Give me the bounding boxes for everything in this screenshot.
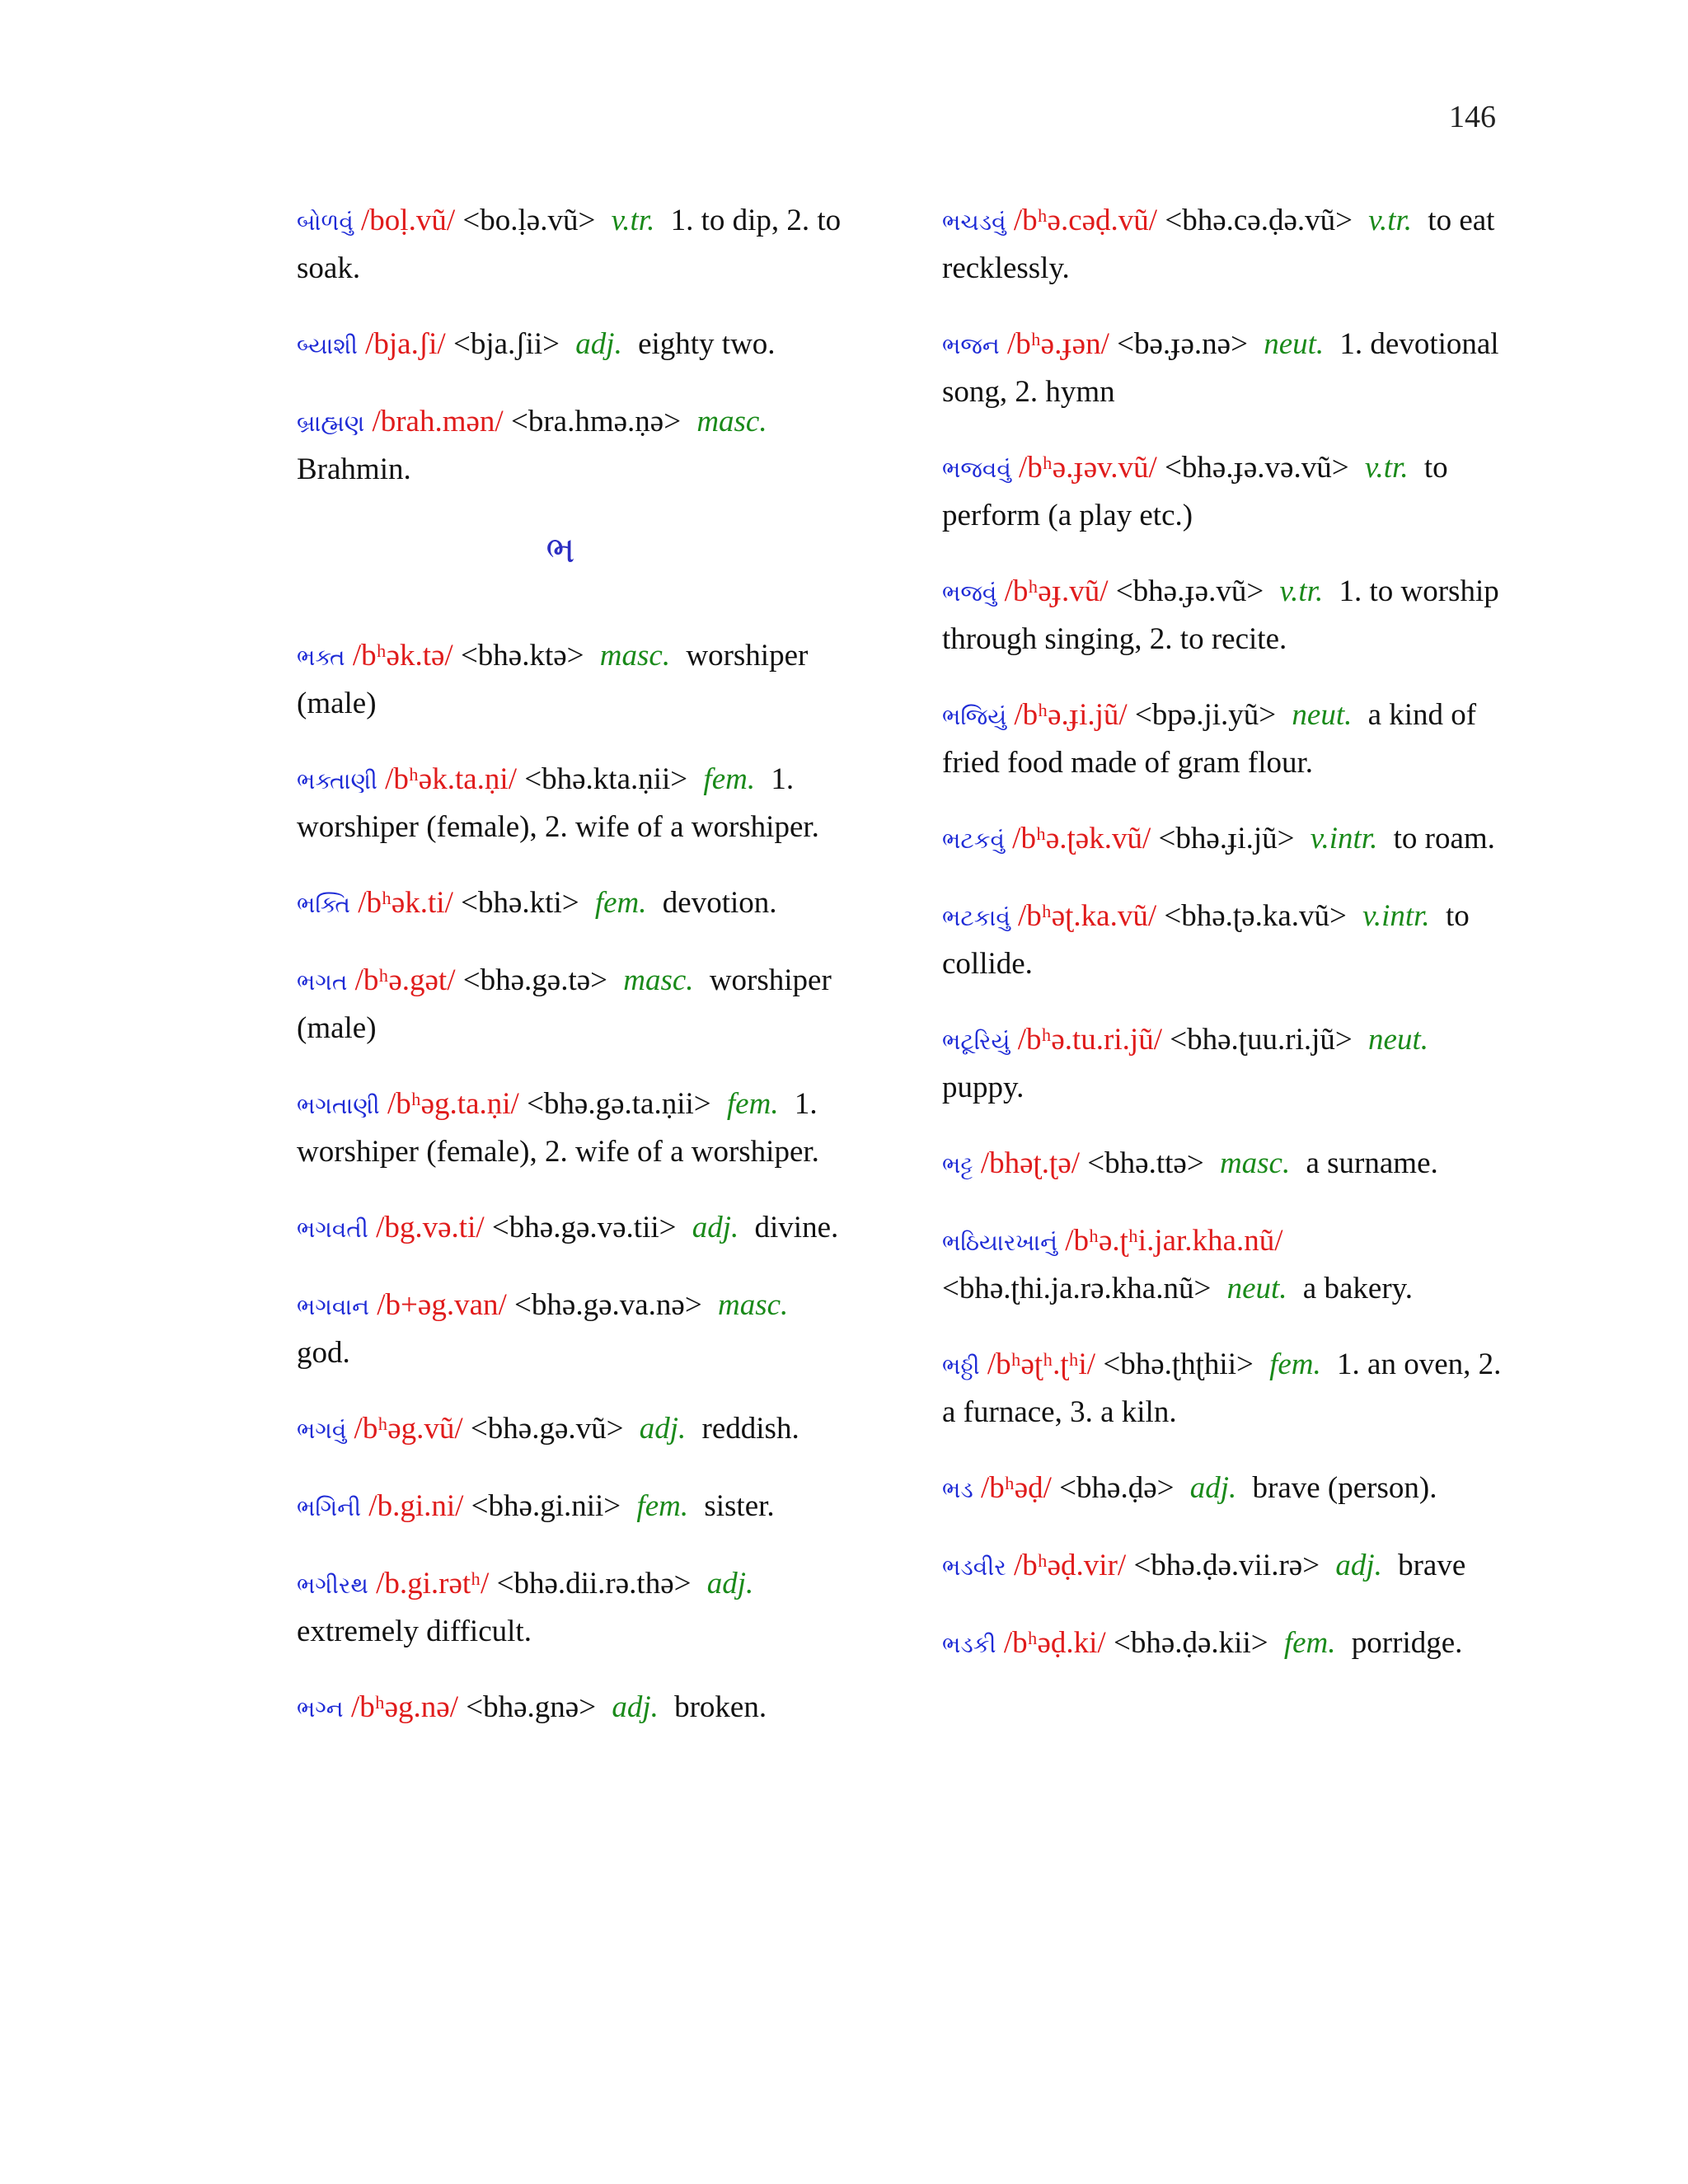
headword-transliteration: <bhə.ḍə.kii> — [1113, 1626, 1268, 1660]
definition: extremely difficult. — [297, 1615, 532, 1648]
headword-gujarati: ભગતાણી — [297, 1092, 380, 1119]
headword-transliteration: <bhə.gə.və.tii> — [491, 1211, 677, 1244]
headword-gujarati: ભટૂરિયું — [942, 1028, 1010, 1055]
dictionary-entry — [297, 1081, 857, 1175]
headword-gujarati: ભચડવું — [942, 209, 1006, 236]
definition: brave (person). — [1252, 1471, 1437, 1505]
headword-ipa: /bja.ʃi/ — [365, 327, 446, 361]
part-of-speech: v.tr. — [611, 204, 655, 237]
definition: to eat recklessly. — [942, 204, 1495, 285]
part-of-speech: v.tr. — [1279, 574, 1324, 608]
section-header: ભ — [546, 529, 575, 571]
headword-transliteration: <bhə.ttə> — [1087, 1146, 1204, 1180]
dictionary-entry — [942, 1017, 1503, 1111]
headword-transliteration: <bhə.gi.nii> — [471, 1489, 621, 1523]
headword-gujarati: ભગીરથ — [297, 1572, 368, 1599]
dictionary-entry — [297, 1205, 857, 1253]
headword-transliteration: <bhə.ktə> — [460, 639, 584, 673]
headword-ipa: /bʰə.ɟi.jũ/ — [1014, 698, 1128, 732]
headword-transliteration: <bhə.gə.vũ> — [470, 1412, 624, 1446]
headword-transliteration: <bhə.ʈuu.ri.jũ> — [1170, 1023, 1353, 1057]
dictionary-entry — [297, 1685, 857, 1732]
headword-ipa: /bʰə.ɟəv.vũ/ — [1019, 451, 1157, 485]
headword-ipa: /bʰə.tu.ri.jũ/ — [1017, 1023, 1162, 1057]
headword-gujarati: ભગવાન — [297, 1293, 370, 1320]
definition: worshiper (male) — [297, 963, 832, 1045]
part-of-speech: adj. — [639, 1412, 687, 1446]
headword-transliteration: <bo.ḷə.vũ> — [462, 204, 596, 237]
part-of-speech: neut. — [1264, 327, 1325, 361]
headword-ipa: /b+əg.van/ — [377, 1288, 507, 1322]
part-of-speech: v.tr. — [1364, 451, 1409, 485]
definition: a kind of fried food made of gram flour. — [942, 698, 1477, 780]
left-entries-before-header — [297, 198, 857, 493]
definition: to collide. — [942, 899, 1470, 981]
dictionary-entry — [942, 445, 1503, 539]
dictionary-entry — [297, 633, 857, 727]
definition: porridge. — [1351, 1626, 1463, 1660]
part-of-speech: fem. — [594, 886, 647, 920]
definition: eighty two. — [638, 327, 776, 361]
headword-ipa: /brah.mən/ — [372, 405, 504, 438]
headword-ipa: /bʰə.gət/ — [354, 963, 456, 997]
headword-ipa: /bʰə.ʈʰi.jar.kha.nũ/ — [1065, 1224, 1283, 1258]
part-of-speech: fem. — [703, 762, 756, 796]
headword-gujarati: ભઠ્ઠી — [942, 1352, 980, 1380]
dictionary-entry — [942, 1543, 1503, 1591]
dictionary-entry — [942, 1465, 1503, 1513]
left-column — [297, 198, 857, 1762]
headword-ipa: /bʰək.ti/ — [358, 886, 453, 920]
part-of-speech: adj. — [1189, 1471, 1237, 1505]
part-of-speech: masc. — [623, 963, 694, 997]
definition: 1. devotional song, 2. hymn — [942, 327, 1499, 409]
definition: Brahmin. — [297, 452, 411, 486]
headword-gujarati: ભડવીર — [942, 1554, 1006, 1581]
dictionary-entry — [942, 893, 1503, 987]
definition: a bakery. — [1302, 1272, 1413, 1305]
headword-transliteration: <bra.hmə.ṇə> — [510, 405, 682, 438]
headword-ipa: /bhəʈ.ʈə/ — [980, 1146, 1081, 1180]
definition: reddish. — [701, 1412, 799, 1446]
definition: 1. to dip, 2. to soak. — [297, 204, 842, 285]
part-of-speech: adj. — [612, 1690, 659, 1724]
headword-transliteration: <bhə.ʈə.ka.vũ> — [1164, 899, 1347, 933]
part-of-speech: adj. — [706, 1567, 754, 1601]
dictionary-entry — [297, 757, 857, 851]
right-entries — [942, 198, 1503, 1668]
part-of-speech: adj. — [692, 1211, 739, 1244]
definition: 1. to worship through singing, 2. to recite. — [942, 574, 1499, 656]
headword-gujarati: ભગ્ન — [297, 1695, 344, 1722]
headword-ipa: /bʰə.cəḍ.vũ/ — [1013, 204, 1158, 237]
definition: to roam. — [1393, 822, 1495, 855]
part-of-speech: fem. — [636, 1489, 689, 1523]
dictionary-entry — [297, 880, 857, 928]
headword-gujarati: ભટકવું — [942, 827, 1005, 854]
headword-ipa: /bʰək.tə/ — [352, 639, 453, 673]
headword-ipa: /bʰəḍ/ — [981, 1471, 1052, 1505]
dictionary-entry — [297, 1483, 857, 1531]
headword-gujarati: ભડકી — [942, 1631, 996, 1658]
headword-transliteration: <bhə.cə.ḍə.vũ> — [1165, 204, 1353, 237]
headword-transliteration: <bhə.ɟi.jũ> — [1158, 822, 1295, 855]
dictionary-entry — [942, 1141, 1503, 1188]
headword-ipa: /bʰəḍ.vir/ — [1013, 1549, 1127, 1582]
definition: devotion. — [662, 886, 777, 920]
headword-gujarati: ભજિયું — [942, 703, 1007, 730]
headword-gujarati: ભટકાવું — [942, 904, 1010, 931]
dictionary-entry — [297, 1282, 857, 1376]
dictionary-entry — [297, 958, 857, 1052]
headword-gujarati: ભડ — [942, 1476, 973, 1503]
part-of-speech: masc. — [599, 639, 671, 673]
dictionary-entry — [297, 1561, 857, 1655]
definition: divine. — [754, 1211, 839, 1244]
headword-ipa: /bʰəḍ.ki/ — [1003, 1626, 1106, 1660]
headword-gujarati: ભક્તાણી — [297, 767, 377, 794]
headword-transliteration: <bə.ɟə.nə> — [1117, 327, 1248, 361]
headword-transliteration: <bhə.ʈhʈhii> — [1103, 1347, 1254, 1381]
right-column — [942, 198, 1503, 1698]
headword-gujarati: ભજવવું — [942, 456, 1011, 483]
left-entries-after-header — [297, 633, 857, 1732]
dictionary-entry — [942, 1342, 1503, 1436]
headword-gujarati: ભટ્ટ — [942, 1151, 973, 1179]
headword-transliteration: <bhə.ʈhi.ja.rə.kha.nũ> — [942, 1272, 1212, 1305]
page-number: 146 — [1449, 100, 1496, 134]
headword-transliteration: <bhə.gə.ta.ṇii> — [527, 1087, 711, 1121]
dictionary-entry — [942, 1218, 1503, 1312]
part-of-speech: fem. — [726, 1087, 779, 1121]
headword-ipa: /boḷ.vũ/ — [361, 204, 456, 237]
part-of-speech: neut. — [1368, 1023, 1428, 1057]
headword-ipa: /bʰəg.ta.ṇi/ — [387, 1087, 519, 1121]
headword-ipa: /bʰəg.vũ/ — [354, 1412, 463, 1446]
part-of-speech: masc. — [717, 1288, 789, 1322]
headword-gujarati: ભગવતી — [297, 1216, 368, 1243]
part-of-speech: adj. — [575, 327, 622, 361]
headword-gujarati: ભગવું — [297, 1417, 347, 1444]
part-of-speech: adj. — [1335, 1549, 1382, 1582]
headword-gujarati: ભગિની — [297, 1494, 362, 1521]
definition: god. — [297, 1336, 350, 1370]
dictionary-entry — [942, 321, 1503, 415]
part-of-speech: v.intr. — [1362, 899, 1430, 933]
dictionary-entry — [942, 198, 1503, 292]
headword-transliteration: <bhə.ɟə.və.vũ> — [1165, 451, 1349, 485]
headword-transliteration: <bpə.ji.yũ> — [1134, 698, 1277, 732]
headword-ipa: /bʰə.ɟən/ — [1007, 327, 1109, 361]
headword-transliteration: <bhə.ɟə.vũ> — [1115, 574, 1264, 608]
part-of-speech: fem. — [1269, 1347, 1321, 1381]
definition: puppy. — [942, 1071, 1025, 1104]
headword-gujarati: ભજન — [942, 332, 1000, 359]
definition: 1. worshiper (female), 2. wife of a worshiper. — [297, 762, 819, 844]
dictionary-entry — [942, 569, 1503, 663]
headword-gujarati: બ્રાહ્મણ — [297, 410, 365, 437]
dictionary-entry — [297, 1406, 857, 1454]
headword-ipa: /bʰəʈʰ.ʈʰi/ — [987, 1347, 1096, 1381]
headword-transliteration: <bhə.gə.va.nə> — [514, 1288, 702, 1322]
part-of-speech: masc. — [696, 405, 767, 438]
headword-ipa: /bʰəʈ.ka.vũ/ — [1018, 899, 1157, 933]
definition: 1. worshiper (female), 2. wife of a worshiper. — [297, 1087, 819, 1169]
headword-transliteration: <bhə.gə.tə> — [462, 963, 608, 997]
headword-gujarati: ભક્તિ — [297, 891, 350, 918]
headword-transliteration: <bhə.gnə> — [466, 1690, 597, 1724]
headword-transliteration: <bhə.kti> — [461, 886, 579, 920]
headword-transliteration: <bhə.kta.ṇii> — [524, 762, 688, 796]
headword-gujarati: ભક્ત — [297, 644, 345, 671]
headword-transliteration: <bja.ʃii> — [452, 327, 560, 361]
headword-transliteration: <bhə.dii.rə.thə> — [496, 1567, 692, 1601]
dictionary-entry — [297, 321, 857, 369]
part-of-speech: masc. — [1219, 1146, 1291, 1180]
headword-gujarati: બોળવું — [297, 209, 354, 236]
definition: to perform (a play etc.) — [942, 451, 1448, 532]
dictionary-entry — [942, 1620, 1503, 1668]
headword-ipa: /bʰə.ʈək.vũ/ — [1012, 822, 1151, 855]
headword-ipa: /bʰəɟ.vũ/ — [1004, 574, 1109, 608]
headword-ipa: /bg.və.ti/ — [376, 1211, 485, 1244]
part-of-speech: fem. — [1283, 1626, 1336, 1660]
definition: broken. — [674, 1690, 767, 1724]
headword-ipa: /b.gi.ni/ — [368, 1489, 464, 1523]
headword-transliteration: <bhə.ḍə> — [1059, 1471, 1175, 1505]
definition: brave — [1398, 1549, 1466, 1582]
headword-ipa: /bʰək.ta.ṇi/ — [385, 762, 517, 796]
part-of-speech: v.intr. — [1310, 822, 1378, 855]
definition: a surname. — [1306, 1146, 1438, 1180]
headword-gujarati: ભઠિયારખાનું — [942, 1229, 1058, 1256]
headword-transliteration: <bhə.ḍə.vii.rə> — [1133, 1549, 1320, 1582]
headword-gujarati: બ્યાશી — [297, 332, 358, 359]
dictionary-entry — [942, 816, 1503, 864]
headword-ipa: /bʰəg.nə/ — [350, 1690, 458, 1724]
dictionary-entry — [297, 198, 857, 292]
definition: sister. — [704, 1489, 775, 1523]
part-of-speech: neut. — [1292, 698, 1353, 732]
headword-ipa: /b.gi.rətʰ/ — [376, 1567, 490, 1601]
dictionary-entry — [942, 692, 1503, 786]
part-of-speech: neut. — [1226, 1272, 1287, 1305]
dictionary-entry — [297, 399, 857, 493]
headword-gujarati: ભજવું — [942, 579, 997, 607]
definition: 1. an oven, 2. a furnace, 3. a kiln. — [942, 1347, 1502, 1429]
part-of-speech: v.tr. — [1368, 204, 1413, 237]
headword-gujarati: ભગત — [297, 968, 348, 996]
definition: worshiper (male) — [297, 639, 809, 720]
